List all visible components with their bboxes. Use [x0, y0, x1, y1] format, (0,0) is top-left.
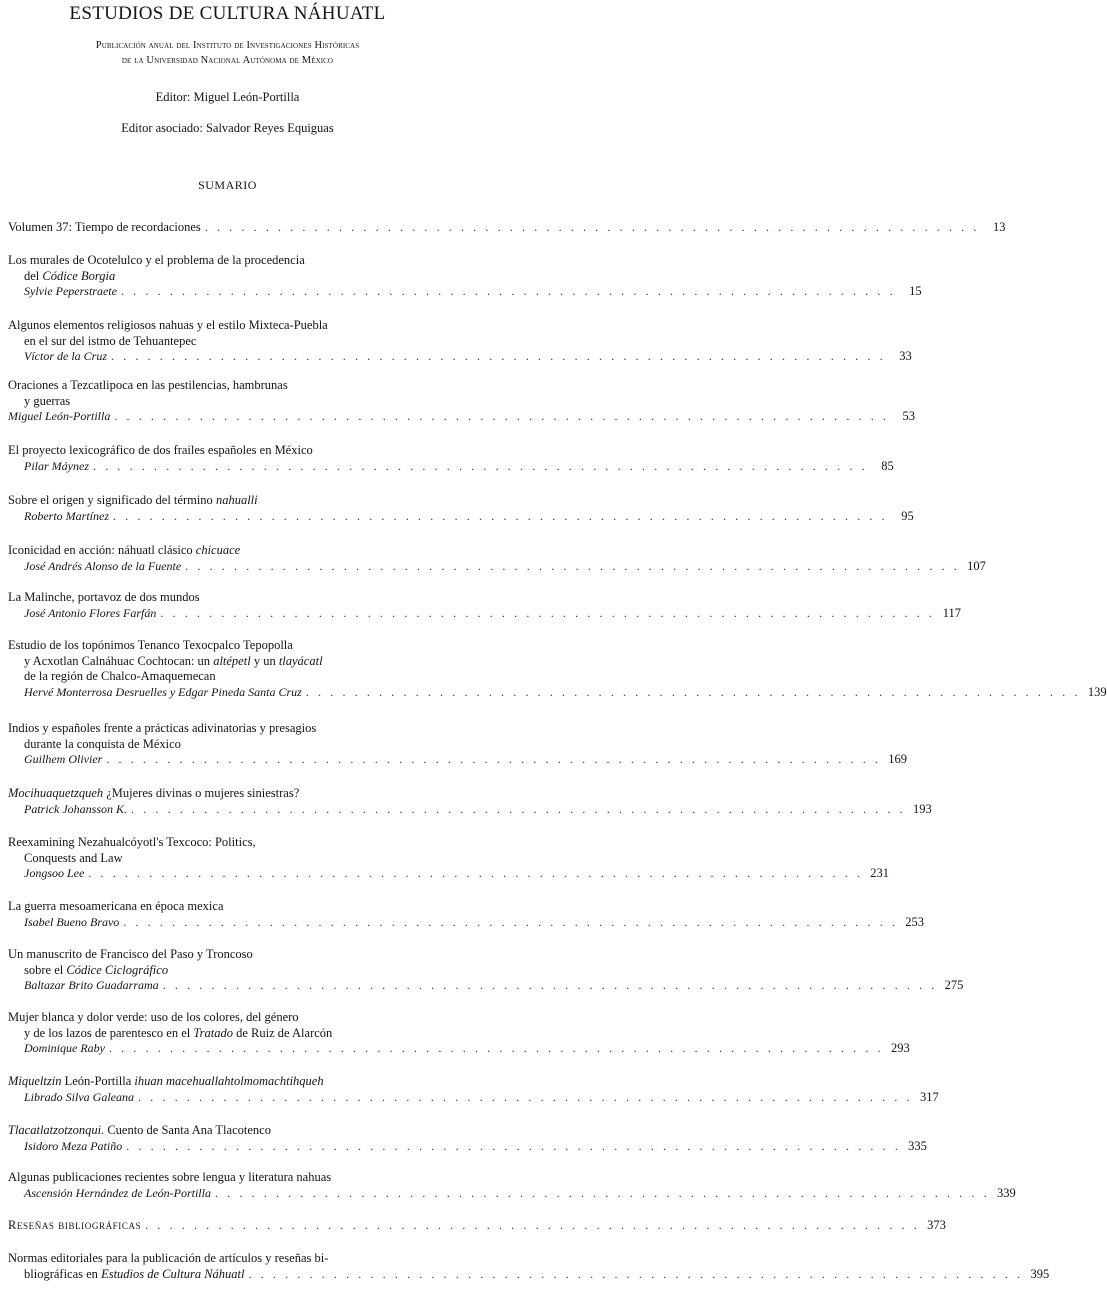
dot-leader: . . . . . . . . . . . . . . . . . . . . . . . . . . . . . . . . . . . . . . . . . . . . . . . . . . . . . . . . . . . . . . . .: [305, 684, 1081, 699]
toc-title-row: [8, 220, 1006, 236]
toc-entry: [8, 1010, 910, 1057]
toc-title: La guerra mesoamericana en época mexica: [8, 899, 224, 913]
page-number: 13: [993, 220, 1006, 234]
toc-title: Sobre el origen y significado del término nahualli: [8, 493, 258, 507]
toc-title: Indios y españoles frente a prácticas adivinatorias y presagios: [8, 721, 317, 735]
dot-leader: . . . . . . . . . . . . . . . . . . . . . . . . . . . . . . . . . . . . . . . . . . . . . . . . . . . . . . . . . . . . . . . .: [145, 1218, 920, 1232]
page-number: 15: [909, 284, 922, 298]
toc-author-row: [8, 409, 916, 425]
toc-author: Dominique Raby: [24, 1041, 105, 1055]
page-number: 53: [902, 409, 916, 423]
toc-entry: [8, 543, 986, 574]
dot-leader: . . . . . . . . . . . . . . . . . . . . . . . . . . . . . . . . . . . . . . . . . . . . . . . . . . . . . . . . . . . . . . . .: [185, 558, 960, 573]
page-number: 139: [1087, 684, 1107, 699]
toc-title-continuation: bliográficas en Estudios de Cultura Náhuatl: [24, 1266, 245, 1281]
page-number: 293: [890, 1041, 910, 1055]
dot-leader: . . . . . . . . . . . . . . . . . . . . . . . . . . . . . . . . . . . . . . . . . . . . . . . . . . . . . . . . . . . . . . . .: [123, 914, 899, 929]
dot-leader: . . . . . . . . . . . . . . . . . . . . . . . . . . . . . . . . . . . . . . . . . . . . . . . . . . . . . . . . . . . . . . . .: [93, 458, 868, 473]
toc-author-row: [8, 1089, 939, 1106]
page-number: 169: [888, 752, 908, 766]
dot-leader: . . . . . . . . . . . . . . . . . . . . . . . . . . . . . . . . . . . . . . . . . . . . . . . . . . . . . . . . . . . . . . . .: [88, 866, 864, 880]
toc-author: Baltazar Brito Guadarrama: [24, 978, 159, 992]
toc-title-continuation: sobre el Códice Ciclográfico: [24, 962, 169, 977]
toc-entry: [8, 443, 894, 474]
page-number: 231: [870, 866, 890, 880]
toc-title: Reseñas bibliográficas: [8, 1218, 142, 1232]
toc-author-row: [8, 349, 912, 365]
toc-author: Víctor de la Cruz: [24, 349, 107, 363]
toc-author-row: [8, 458, 894, 475]
toc-author: José Antonio Flores Farfán: [24, 605, 157, 620]
toc-title: Oraciones a Tezcatlipoca en las pestilencias, hambrunas: [8, 378, 288, 392]
toc-title: Tlacatlatzotzonqui. Cuento de Santa Ana Tlacotenco: [8, 1123, 271, 1137]
dot-leader: . . . . . . . . . . . . . . . . . . . . . . . . . . . . . . . . . . . . . . . . . . . . . . . . . . . . . . . . . . . . . . . .: [126, 1138, 901, 1153]
toc-title: El proyecto lexicográfico de dos frailes españoles en México: [8, 443, 313, 457]
toc-author: Miguel León-Portilla: [8, 409, 111, 423]
toc-entry: [8, 899, 925, 930]
publication-line-1: Publicación anual del Instituto de Investigaciones Históricas: [95, 40, 360, 51]
toc-author: Librado Silva Galeana: [24, 1089, 134, 1104]
toc-title-continuation: y guerras: [24, 393, 71, 408]
toc-author: Roberto Martínez: [24, 508, 109, 523]
page-number: 395: [1030, 1266, 1050, 1281]
page-number: 339: [996, 1185, 1016, 1200]
toc-author: Patrick Johansson K.: [24, 801, 127, 816]
page-number: 193: [912, 801, 932, 816]
toc-entry: [8, 1123, 927, 1154]
toc-author-row: [8, 1138, 927, 1155]
dot-leader: . . . . . . . . . . . . . . . . . . . . . . . . . . . . . . . . . . . . . . . . . . . . . . . . . . . . . . . . . . . . . . . .: [131, 801, 906, 816]
dot-leader: . . . . . . . . . . . . . . . . . . . . . . . . . . . . . . . . . . . . . . . . . . . . . . . . . . . . . . . . . . . . . . . .: [162, 978, 938, 992]
toc-author: Jongsoo Lee: [24, 866, 85, 880]
toc-entry: [8, 220, 1006, 236]
toc-author-row: [8, 508, 914, 525]
toc-title-continuation: de la región de Chalco-Amaquemecan: [24, 669, 216, 683]
toc-entry: [8, 1218, 946, 1234]
toc-title: Un manuscrito de Francisco del Paso y Troncoso: [8, 947, 253, 961]
toc-entry: [8, 1251, 1050, 1282]
toc-entry: [8, 947, 964, 994]
page-number: 117: [942, 605, 962, 620]
toc-entry: [8, 1170, 1016, 1201]
page-number: 275: [944, 978, 964, 992]
toc-entry: [8, 786, 932, 817]
toc-author-row: [8, 752, 908, 768]
dot-leader: . . . . . . . . . . . . . . . . . . . . . . . . . . . . . . . . . . . . . . . . . . . . . . . . . . . . . . . . . . . . . . . .: [113, 508, 888, 523]
toc-author-row: [8, 978, 964, 994]
toc-title-continuation: y Acxotlan Calnáhuac Cochtocan: un altépetl y un tlayácatl: [24, 653, 323, 668]
page-number: 253: [905, 914, 925, 929]
toc-title: La Malinche, portavoz de dos mundos: [8, 590, 200, 604]
toc-entry: [8, 835, 890, 882]
toc-entry: [8, 493, 914, 524]
publication-line-2: de la Universidad Nacional Autónoma de México: [121, 55, 334, 66]
toc-author-row: [8, 1041, 910, 1057]
toc-author-row: [8, 605, 962, 622]
dot-leader: . . . . . . . . . . . . . . . . . . . . . . . . . . . . . . . . . . . . . . . . . . . . . . . . . . . . . . . . . . . . . . . .: [248, 1266, 1024, 1281]
toc-title: Estudio de los topónimos Tenanco Texocpalco Tepopolla: [8, 638, 293, 652]
toc-entry: [8, 378, 916, 425]
dot-leader: . . . . . . . . . . . . . . . . . . . . . . . . . . . . . . . . . . . . . . . . . . . . . . . . . . . . . . . . . . . . . . . .: [120, 284, 896, 298]
toc-title: Algunas publicaciones recientes sobre lengua y literatura nahuas: [8, 1170, 332, 1184]
toc-title: Normas editoriales para la publicación de artículos y reseñas bi-: [8, 1251, 329, 1265]
toc-author: Pilar Máynez: [24, 458, 89, 473]
section-heading: SUMARIO: [198, 178, 257, 192]
dot-leader: . . . . . . . . . . . . . . . . . . . . . . . . . . . . . . . . . . . . . . . . . . . . . . . . . . . . . . . . . . . . . . . .: [111, 349, 886, 363]
toc-author-row: [8, 866, 890, 882]
toc-title: Reexamining Nezahualcóyotl's Texcoco: Politics,: [8, 835, 256, 849]
toc-entry: [8, 638, 1107, 700]
dot-leader: . . . . . . . . . . . . . . . . . . . . . . . . . . . . . . . . . . . . . . . . . . . . . . . . . . . . . . . . . . . . . . . .: [108, 1041, 884, 1055]
toc-title: Iconicidad en acción: náhuatl clásico chicuace: [8, 543, 241, 557]
page-number: 317: [919, 1089, 939, 1104]
toc-entry: [8, 318, 912, 365]
editor-line: Editor: Miguel León-Portilla: [155, 90, 300, 104]
toc-author-row: [8, 558, 986, 575]
dot-leader: . . . . . . . . . . . . . . . . . . . . . . . . . . . . . . . . . . . . . . . . . . . . . . . . . . . . . . . . . . . . . . . .: [204, 220, 980, 234]
toc-title-continuation: del Códice Borgia: [24, 268, 116, 283]
toc-title: Mujer blanca y dolor verde: uso de los colores, del género: [8, 1010, 299, 1024]
page-number: 373: [927, 1218, 946, 1232]
page-number: 33: [899, 349, 912, 363]
toc-author: Ascensión Hernández de León-Portilla: [24, 1185, 211, 1200]
toc-author-row: [8, 684, 1107, 701]
toc-title: Algunos elementos religiosos nahuas y el estilo Mixteca-Puebla: [8, 318, 328, 332]
toc-author: Guilhem Olivier: [24, 752, 103, 766]
dot-leader: . . . . . . . . . . . . . . . . . . . . . . . . . . . . . . . . . . . . . . . . . . . . . . . . . . . . . . . . . . . . . . . .: [114, 409, 890, 423]
toc-title-continuation-row: [8, 1266, 1050, 1283]
toc-entry: [8, 590, 962, 621]
toc-title-continuation: y de los lazos de parentesco en el Tratado de Ruiz de Alarcón: [24, 1025, 333, 1040]
toc-title-row: [8, 1218, 946, 1234]
dot-leader: . . . . . . . . . . . . . . . . . . . . . . . . . . . . . . . . . . . . . . . . . . . . . . . . . . . . . . . . . . . . . . . .: [214, 1185, 990, 1200]
toc-author: José Andrés Alonso de la Fuente: [24, 558, 182, 573]
page-number: 107: [967, 558, 986, 573]
dot-leader: . . . . . . . . . . . . . . . . . . . . . . . . . . . . . . . . . . . . . . . . . . . . . . . . . . . . . . . . . . . . . . . .: [160, 605, 936, 620]
journal-title: ESTUDIOS DE CULTURA NÁHUATL: [69, 3, 386, 24]
dot-leader: . . . . . . . . . . . . . . . . . . . . . . . . . . . . . . . . . . . . . . . . . . . . . . . . . . . . . . . . . . . . . . . .: [138, 1089, 913, 1104]
toc-title: Miqueltzin León-Portilla ihuan macehuallahtolmomachtihqueh: [8, 1074, 324, 1088]
toc-entry: [8, 253, 922, 300]
toc-title: Volumen 37: Tiempo de recordaciones: [8, 220, 201, 234]
toc-author-row: [8, 914, 925, 931]
toc-entry: [8, 721, 908, 768]
toc-author: Sylvie Peperstraete: [24, 284, 117, 298]
toc-author-row: [8, 284, 922, 300]
toc-entry: [8, 1074, 939, 1105]
toc-author: Hervé Monterrosa Desruelles y Edgar Pineda Santa Cruz: [24, 684, 302, 699]
toc-author: Isidoro Meza Patiño: [24, 1138, 123, 1153]
page-number: 85: [881, 458, 894, 473]
page-number: 335: [908, 1138, 927, 1153]
dot-leader: . . . . . . . . . . . . . . . . . . . . . . . . . . . . . . . . . . . . . . . . . . . . . . . . . . . . . . . . . . . . . . . .: [106, 752, 882, 766]
page-number: 95: [901, 508, 914, 523]
toc-author-row: [8, 1185, 1016, 1202]
toc-title: Mocihuaquetzqueh ¿Mujeres divinas o mujeres siniestras?: [8, 786, 300, 800]
toc-author: Isabel Bueno Bravo: [24, 914, 120, 929]
toc-title: Los murales de Ocotelulco y el problema de la procedencia: [8, 253, 305, 267]
toc-title-continuation: Conquests and Law: [24, 850, 123, 865]
toc-title-continuation: durante la conquista de México: [24, 736, 181, 751]
associate-editor-line: Editor asociado: Salvador Reyes Equiguas: [121, 121, 334, 135]
toc-author-row: [8, 801, 932, 818]
toc-title-continuation: en el sur del istmo de Tehuantepec: [24, 333, 197, 348]
